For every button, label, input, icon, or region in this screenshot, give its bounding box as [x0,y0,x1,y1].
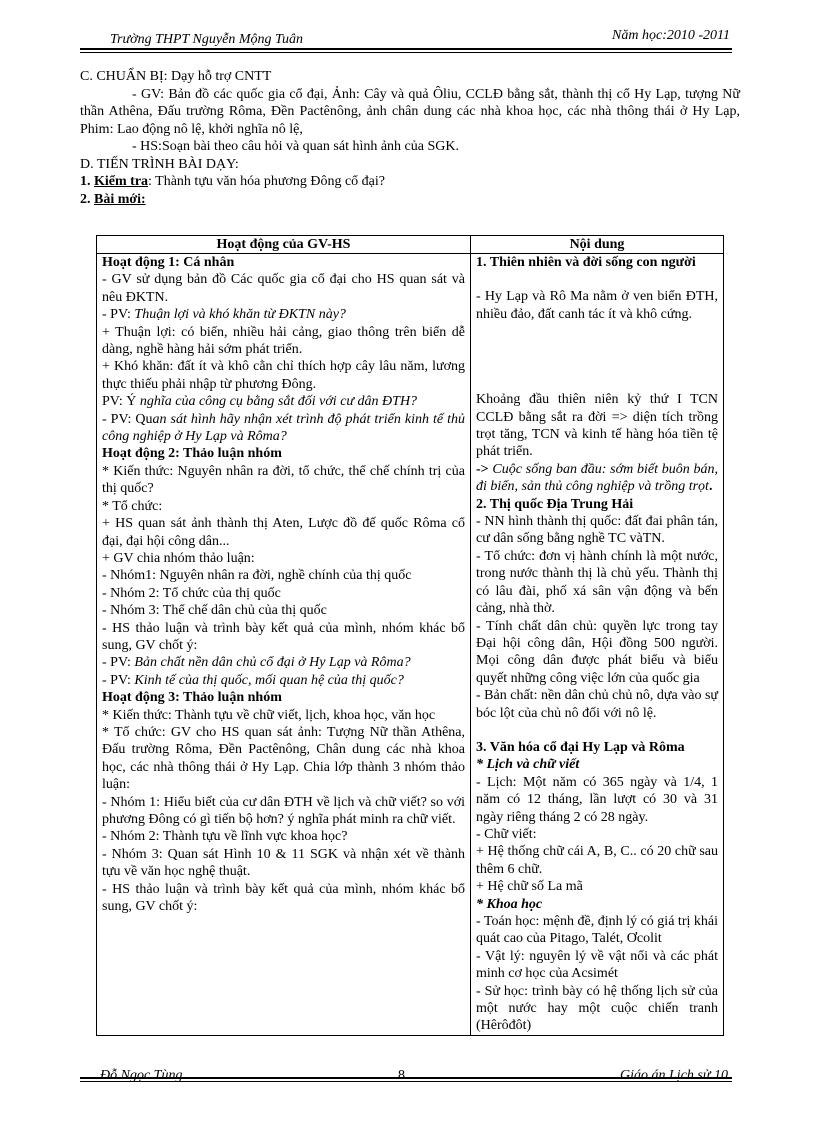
intro-section [80,68,740,208]
question: Kinh tế của thị quốc, mối quan hệ của thị quốc? [134,672,404,688]
question: Thuận lợi và khó khăn từ ĐKTN này? [134,307,346,323]
arrow: -> [476,461,493,477]
question: nghĩa của công cụ bằng sắt đối với cư dân ĐTH? [139,394,418,410]
new-lesson-number: 2. [80,191,91,207]
spacer [476,323,718,340]
content-section-3-heading: 3. Văn hóa cổ đại Hy Lạp và Rôma [476,739,685,755]
section-c-title: C. CHUẨN BỊ: Dạy hỗ trợ CNTT [80,69,272,84]
activities-cell [97,254,471,1036]
check-question: : Thành tựu văn hóa phương Đông cổ đại? [148,174,385,189]
list-item: * Kiến thức: Thành tựu về chữ viết, lịch, khoa học, văn học [102,707,436,723]
new-lesson-line [80,191,740,209]
prefix: - PV: [102,672,135,688]
activity-3-heading: Hoạt động 3: Thảo luận nhóm [102,690,282,706]
list-item: + Thuận lợi: có biển, nhiều hải cảng, giao thông trên biển dễ dàng, nghề hàng hải sớm phát triển. [102,324,465,358]
prefix: PV: Ý [102,394,140,410]
summary: Cuộc sống ban đầu: sớm biết buôn bán, đi biển, sản thủ công nghiệp và trồng trọt [476,461,719,495]
list-item: - HS thảo luận và trình bày kết quả của mình, nhóm khác bổ sung, GV chốt ý: [102,620,465,653]
question: Bản chất nền dân chủ cổ đại ở Hy Lạp và Rôma? [134,655,411,671]
table-header-row [97,236,724,254]
list-item: - Nhóm 1: Hiểu biết của cư dân ĐTH về lịch và chữ viết? so với phương Đông có gì tiến bộ hơn? ý nghĩa phát minh ra chữ viết. [102,794,465,827]
list-item: - Tính chất dân chủ: quyền lực trong tay Đại hội công dân, Hội đồng 500 người. Mọi công dân được phát biểu và biểu quyết những công việc lớn của quốc gia [476,618,718,686]
page-header [80,28,732,50]
list-item [102,672,465,689]
footer-rule-thin [80,1081,732,1082]
list-item: - Sử học: trình bày có hệ thống lịch sử của một nước hay một cuộc chiến tranh (Hêrôđôt) [476,983,718,1034]
list-item: * Tổ chức: GV cho HS quan sát ảnh: Tượng Nữ thần Athêna, Đấu trường Rôma, Đền Pactênông, Chân dung các nhà khoa học, các nhà thông thái ở Hy Lạp. Chia lớp thành 3 nhóm thảo luận: [102,724,465,793]
spacer [476,357,718,374]
spacer [476,340,718,357]
list-item: + Hệ thống chữ cái A, B, C.. có 20 chữ sau thêm 6 chữ. [476,844,718,877]
page-footer [80,1068,732,1088]
list-item [102,411,465,446]
subheading-science: * Khoa học [476,896,543,912]
list-item: + Hệ chữ số La mã [476,879,583,895]
list-item: + Khó khăn: đất ít và khô cằn chỉ thích hợp cây lâu năm, lương thực thiếu phải nhập từ phương Đông. [102,359,465,392]
list-item: - Nhóm 2: Thành tựu về lĩnh vực khoa học? [102,829,348,845]
header-activities: Hoạt động của GV-HS [97,236,471,254]
list-item: - HS thảo luận và trình bày kết quả của mình, nhóm khác bổ sung, GV chốt ý: [102,881,465,915]
section-d-title: D. TIẾN TRÌNH BÀI DẠY: [80,156,239,172]
list-item [476,461,718,496]
hs-preparation: - HS:Soạn bài theo câu hỏi và quan sát hình ảnh của SGK. [132,139,459,154]
footer-subject: Giáo án Lịch sử 10 [620,1068,728,1083]
list-item: - Nhóm 3: Quan sát Hình 10 & 11 SGK và nhận xét về thành tựu về văn học nghệ thuật. [102,846,465,880]
gv-preparation: - GV: Bản đồ các quốc gia cổ đại, Ảnh: Cây và quả Ôliu, CCLĐ bằng sắt, thành thị cổ Hy Lạp, tượng Nữ thần Athêna, Đấu trường Rôma, Đền Pactênông, ảnh chân dung các nhà khoa học, các nhà thông thái ở Hy Lạp, Phim: Lao động nô lệ, khởi nghĩa nô lệ, [80,86,740,137]
list-item: - GV sử dụng bản đồ Các quốc gia cổ đại cho HS quan sát và nêu ĐKTN. [102,272,465,305]
lesson-table [96,235,724,1036]
header-rule-thin [80,52,732,53]
spacer [476,374,718,391]
check-number: 1. [80,174,91,189]
list-item: - Nhóm1: Nguyên nhân ra đời, nghề chính của thị quốc [102,568,412,584]
school-year: Năm học:2010 -2011 [612,28,730,43]
content-section-2-heading: 2. Thị quốc Địa Trung Hải [476,496,634,512]
list-item: - Vật lý: nguyên lý về vật nổi và các phát minh cơ học của Acsimét [476,948,718,982]
footer-rule [80,1077,732,1079]
prefix: - PV: [102,655,135,671]
page-number: 8 [398,1068,405,1083]
table-row [97,254,724,1036]
list-item: + GV chia nhóm thảo luận: [102,550,255,566]
footer-author: Đỗ Ngọc Tùng [100,1068,183,1083]
header-rule [80,48,732,50]
prefix: - PV: [102,307,135,323]
list-item: - Bản chất: nền dân chủ chủ nô, dựa vào sự bóc lột của chủ nô đối với nô lệ. [476,688,718,721]
list-item: - Nhóm 3: Thể chế dân chủ của thị quốc [102,603,327,619]
check-line [80,173,740,191]
list-item: * Kiến thức: Nguyên nhân ra đời, tổ chức, thể chế chính trị của thị quốc? [102,463,465,497]
subheading-calendar: * Lịch và chữ viết [476,757,580,773]
question: an sát hình hãy nhận xét trình độ phát triển kinh tế thủ công nghiệp ở Hy Lạp và Rôma? [102,411,465,445]
check-label: Kiểm tra [94,174,149,189]
activity-1-heading: Hoạt động 1: Cá nhân [102,255,235,270]
list-item: - Tổ chức: đơn vị hành chính là một nước, trong nước thành thị là chủ yếu. Thành thị có lâu đài, phố xá sân vận động và bến cảng, nhà thờ. [476,548,718,617]
list-item: - Chữ viết: [476,826,537,842]
list-item: - Toán học: mệnh đề, định lý có giá trị khái quát cao của Pitago, Talét, Ơcolit [476,914,718,947]
list-item [102,306,465,323]
list-item: * Tổ chức: [102,498,163,514]
list-item [102,654,465,671]
spacer [476,722,718,739]
list-item: - NN hình thành thị quốc: đất đai phân tán, cư dân sống bằng nghề TC vàTN. [476,514,718,547]
list-item: - Hy Lạp và Rô Ma nằm ở ven biển ĐTH, nhiều đảo, đất canh tác ít và khô cứng. [476,289,718,322]
period: . [708,479,713,495]
list-item [102,393,465,410]
school-name: Trường THPT Nguyễn Mộng Tuân [110,32,303,47]
content-cell [471,254,724,1036]
new-lesson-label: Bài mới: [94,191,146,207]
activity-2-heading: Hoạt động 2: Thảo luận nhóm [102,446,282,462]
list-item: - Nhóm 2: Tổ chức của thị quốc [102,585,281,601]
prefix: - PV: Qu [102,411,153,427]
list-item: + HS quan sát ảnh thành thị Aten, Lược đồ đế quốc Rôma cổ đại, đại hội công dân... [102,516,465,549]
list-item: - Lịch: Một năm có 365 ngày và 1/4, 1 năm có 12 tháng, lần lượt có 30 và 31 ngày riêng tháng 2 có 28 ngày. [476,774,718,825]
list-item: Khoảng đầu thiên niên kỷ thứ I TCN CCLĐ bằng sắt ra đời => diện tích trồng trọt tăng, TCN và kinh tế hàng hóa tiền tệ phát triển. [476,392,718,460]
header-content: Nội dung [471,236,724,254]
content-section-1-heading: 1. Thiên nhiên và đời sống con người [476,255,696,270]
spacer [476,271,718,288]
